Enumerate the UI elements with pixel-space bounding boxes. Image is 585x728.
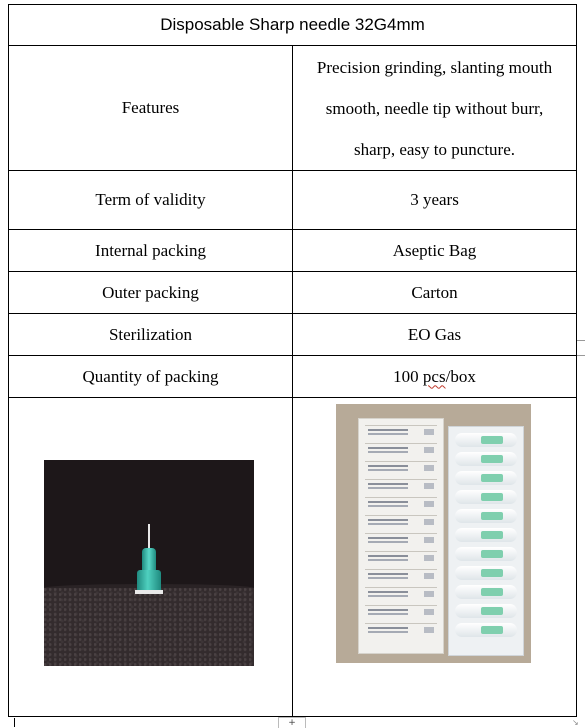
- margin-marker: [577, 355, 585, 356]
- package-label: [365, 425, 437, 440]
- add-row-button[interactable]: +: [278, 717, 306, 728]
- table-row: [9, 356, 577, 398]
- row-label-validity: Term of validity: [9, 171, 293, 230]
- row-value-internal-packing: Aseptic Bag: [293, 230, 577, 272]
- table-row: [9, 230, 577, 272]
- package-label: [365, 587, 437, 602]
- features-line: smooth, needle tip without burr,: [325, 98, 544, 118]
- row-label-outer-packing: Outer packing: [9, 272, 293, 314]
- package-label: [365, 461, 437, 476]
- table-row: [9, 46, 577, 171]
- blister-cell: [455, 509, 517, 523]
- quantity-suffix: /box: [445, 366, 476, 386]
- needle-neck: [142, 548, 156, 572]
- table-resize-handle[interactable]: ↘: [572, 718, 579, 727]
- spec-table: [8, 4, 577, 717]
- features-line: Precision grinding, slanting mouth: [316, 57, 553, 77]
- blister-cell: [455, 566, 517, 580]
- row-value-validity: 3 years: [293, 171, 577, 230]
- blister-cell: [455, 490, 517, 504]
- row-value-features: [293, 46, 577, 171]
- table-title: Disposable Sharp needle 32G4mm: [9, 5, 577, 46]
- table-row: [9, 314, 577, 356]
- needle-shaft: [148, 524, 150, 550]
- needle-base: [135, 590, 163, 594]
- blister-cell: [455, 471, 517, 485]
- package-label: [365, 479, 437, 494]
- package-label: [365, 497, 437, 512]
- blister-pack: [448, 426, 524, 656]
- row-label-sterilization: Sterilization: [9, 314, 293, 356]
- needle-hub: [137, 570, 161, 592]
- table-row: [9, 272, 577, 314]
- blister-cell: [455, 623, 517, 637]
- package-label: [365, 533, 437, 548]
- image-cell-needle: [9, 398, 293, 717]
- package-photo: [336, 404, 531, 663]
- package-label: [365, 605, 437, 620]
- package-label: [365, 551, 437, 566]
- package-label: [365, 623, 437, 638]
- table-row: [9, 171, 577, 230]
- row-value-sterilization: EO Gas: [293, 314, 577, 356]
- package-label: [365, 515, 437, 530]
- margin-marker: [577, 340, 585, 341]
- blister-cell: [455, 585, 517, 599]
- row-value-outer-packing: Carton: [293, 272, 577, 314]
- image-cell-package: [293, 398, 577, 717]
- fabric-surface: [44, 588, 254, 666]
- row-label-features: Features: [9, 46, 293, 171]
- blister-cell: [455, 433, 517, 447]
- blister-cell: [455, 452, 517, 466]
- text-cursor: [14, 718, 15, 727]
- editor-bottom-bar: [0, 718, 585, 727]
- table-row: [9, 398, 577, 717]
- package-label: [365, 443, 437, 458]
- blister-cell: [455, 528, 517, 542]
- package-label: [365, 569, 437, 584]
- blister-cell: [455, 547, 517, 561]
- blister-cell: [455, 604, 517, 618]
- features-line: sharp, easy to puncture.: [354, 139, 515, 159]
- row-label-quantity: Quantity of packing: [9, 356, 293, 398]
- needle-photo: [44, 460, 254, 666]
- quantity-unit-spellcheck: pcs: [422, 366, 446, 386]
- row-value-quantity: [293, 356, 577, 398]
- row-label-internal-packing: Internal packing: [9, 230, 293, 272]
- quantity-number: 100: [393, 366, 423, 386]
- package-label-strip: [358, 418, 444, 654]
